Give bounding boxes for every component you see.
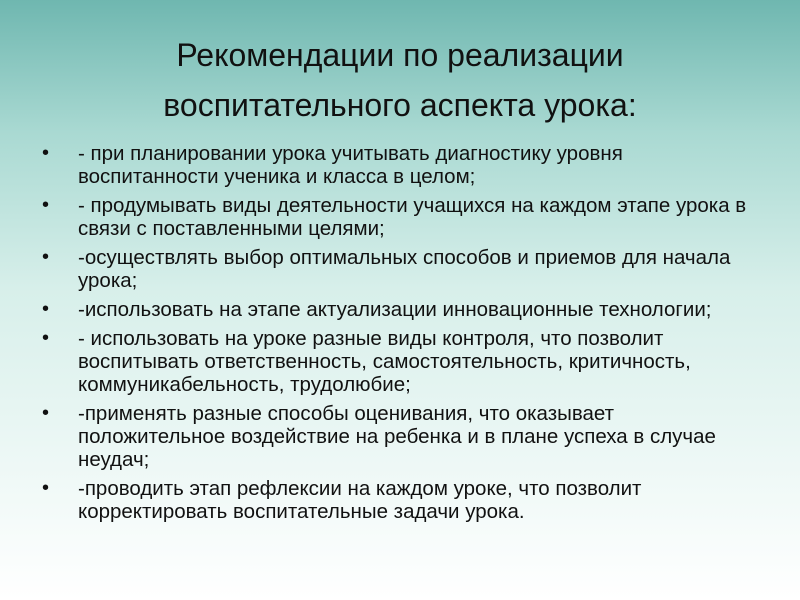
bullet-text-6: -применять разные способы оценивания, что оказывает положительное воздействие на ребенка и в плане успеха в случае неудач;: [78, 402, 716, 471]
bullet-point-icon: •: [42, 194, 50, 216]
bullet-point-icon: •: [42, 142, 50, 164]
bullet-point-icon: •: [42, 327, 50, 349]
slide-title: [70, 30, 730, 130]
bullet-item-2: [38, 194, 758, 240]
bullet-item-3: [38, 246, 758, 292]
bullet-text-4: -использовать на этапе актуализации инновационные технологии;: [78, 298, 712, 321]
bullet-item-1: [38, 142, 758, 188]
bullet-text-5: - использовать на уроке разные виды контроля, что позволит воспитывать ответственность, самостоятельность, критичность, коммуникабельность, трудолюбие;: [78, 327, 691, 396]
bullet-item-7: [38, 477, 758, 523]
bullet-point-icon: •: [42, 402, 50, 424]
bullet-point-icon: •: [42, 246, 50, 268]
bullet-point-icon: •: [42, 477, 50, 499]
bullet-item-4: [38, 298, 758, 321]
bullet-point-icon: •: [42, 298, 50, 320]
bullet-text-3: -осуществлять выбор оптимальных способов и приемов для начала урока;: [78, 246, 731, 292]
bullet-item-5: [38, 327, 758, 396]
bullet-text-1: - при планировании урока учитывать диагностику уровня воспитанности ученика и класса в целом;: [78, 142, 623, 188]
slide-title-line-1: Рекомендации по реализации: [176, 37, 624, 73]
bullet-text-2: - продумывать виды деятельности учащихся на каждом этапе урока в связи с поставленными целями;: [78, 194, 747, 240]
slide-title-line-2: воспитательного аспекта урока:: [163, 87, 637, 123]
bullet-list: [38, 142, 758, 529]
bullet-text-7: -проводить этап рефлексии на каждом уроке, что позволит корректировать воспитательные задачи урока.: [78, 477, 642, 523]
bullet-item-6: [38, 402, 758, 471]
